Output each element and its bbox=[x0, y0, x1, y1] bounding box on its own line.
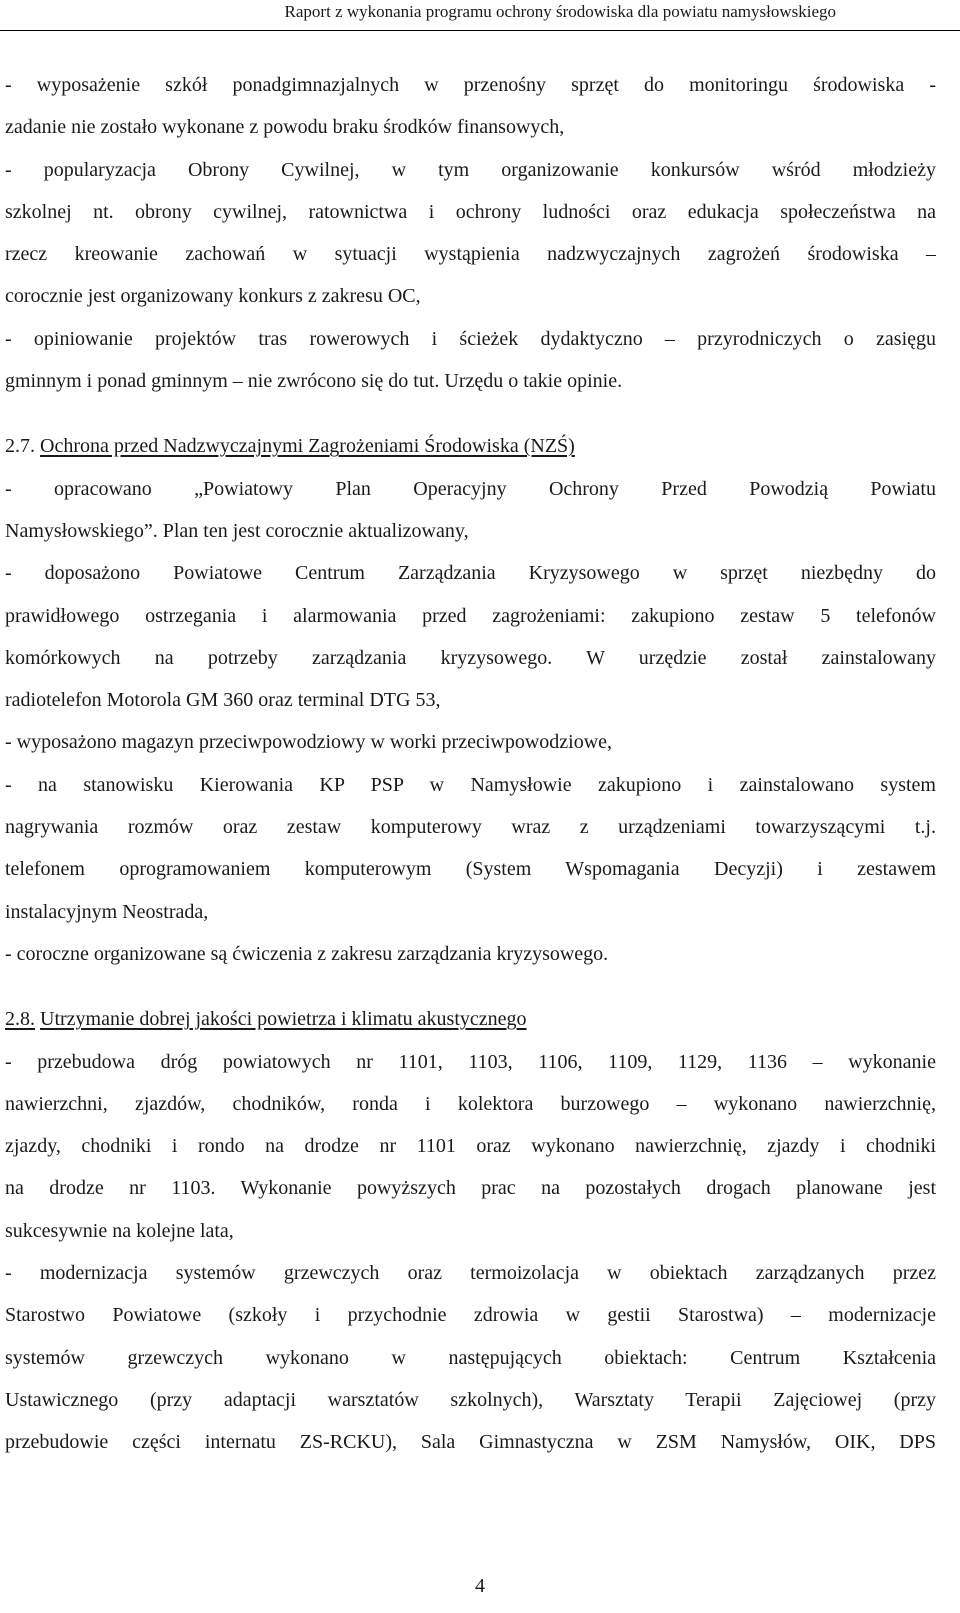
text-line: - opiniowanie projektów tras rowerowych i ścieżek dydaktyczno – przyrodniczych o zasięgu bbox=[5, 327, 936, 350]
text-line: na drodze nr 1103. Wykonanie powyższych prac na pozostałych drogach planowane jest bbox=[5, 1177, 936, 1200]
section-title: Utrzymanie dobrej jakości powietrza i klimatu akustycznego bbox=[40, 1008, 527, 1031]
text-line: rzecz kreowanie zachowań w sytuacji wystąpienia nadzwyczajnych zagrożeń środowiska – bbox=[5, 243, 936, 266]
text-line: - wyposażenie szkół ponadgimnazjalnych w przenośny sprzęt do monitoringu środowiska - bbox=[5, 74, 936, 96]
text-line: radiotelefon Motorola GM 360 oraz terminal DTG 53, bbox=[5, 689, 441, 712]
text-line: corocznie jest organizowany konkurs z zakresu OC, bbox=[5, 285, 421, 308]
paragraph-block-2 bbox=[5, 468, 936, 976]
section-heading-2-7 bbox=[5, 425, 936, 467]
section-number: 2.8. bbox=[5, 1008, 35, 1031]
text-line: Starostwo Powiatowe (szkoły i przychodnie zdrowia w gestii Starostwa) – modernizacje bbox=[5, 1304, 936, 1327]
text-line: - popularyzacja Obrony Cywilnej, w tym organizowanie konkursów wśród młodzieży bbox=[5, 158, 936, 181]
spacer bbox=[5, 402, 936, 425]
spacer bbox=[5, 975, 936, 998]
text-line: zadanie nie zostało wykonane z powodu braku środków finansowych, bbox=[5, 116, 565, 139]
text-line: przebudowie części internatu ZS-RCKU), Sala Gimnastyczna w ZSM Namysłów, OIK, DPS bbox=[5, 1431, 936, 1454]
section-number: 2.7. bbox=[5, 435, 35, 458]
page-number: 4 bbox=[475, 1575, 485, 1597]
text-line: szkolnej nt. obrony cywilnej, ratownictwa i ochrony ludności oraz edukacja społeczeństwa na bbox=[5, 200, 936, 223]
text-line: telefonem oprogramowaniem komputerowym (System Wspomagania Decyzji) i zestawem bbox=[5, 858, 936, 881]
paragraph-block-1 bbox=[5, 64, 936, 402]
text-line: gminnym i ponad gminnym – nie zwrócono się do tut. Urzędu o takie opinie. bbox=[5, 370, 623, 393]
text-line: zjazdy, chodniki i rondo na drodze nr 1101 oraz wykonano nawierzchnię, zjazdy i chodniki bbox=[5, 1135, 936, 1158]
running-header: Raport z wykonania programu ochrony środowiska dla powiatu namysłowskiego bbox=[284, 2, 836, 21]
text-line: systemów grzewczych wykonano w następujących obiektach: Centrum Kształcenia bbox=[5, 1346, 936, 1369]
text-line: - modernizacja systemów grzewczych oraz termoizolacja w obiektach zarządzanych przez bbox=[5, 1262, 936, 1285]
text-line: - na stanowisku Kierowania KP PSP w Namysłowie zakupiono i zainstalowano system bbox=[5, 773, 936, 796]
text-line: Ustawicznego (przy adaptacji warsztatów szkolnych), Warsztaty Terapii Zajęciowej (przy bbox=[5, 1388, 936, 1411]
text-line: Namysłowskiego”. Plan ten jest corocznie aktualizowany, bbox=[5, 519, 469, 542]
paragraph-block-3 bbox=[5, 1041, 936, 1464]
section-title: Ochrona przed Nadzwyczajnymi Zagrożeniami Środowiska (NZŚ) bbox=[40, 435, 575, 458]
text-line: sukcesywnie na kolejne lata, bbox=[5, 1219, 234, 1242]
header-rule bbox=[0, 30, 960, 31]
text-line: - przebudowa dróg powiatowych nr 1101, 1103, 1106, 1109, 1129, 1136 – wykonanie bbox=[5, 1050, 936, 1073]
text-line: prawidłowego ostrzegania i alarmowania przed zagrożeniami: zakupiono zestaw 5 telefonów bbox=[5, 604, 936, 627]
text-line: - wyposażono magazyn przeciwpowodziowy w worki przeciwpowodziowe, bbox=[5, 731, 613, 754]
text-line: - coroczne organizowane są ćwiczenia z zakresu zarządzania kryzysowego. bbox=[5, 942, 609, 965]
text-line: nagrywania rozmów oraz zestaw komputerowy wraz z urządzeniami towarzyszącymi t.j. bbox=[5, 816, 936, 839]
text-line: komórkowych na potrzeby zarządzania kryzysowego. W urzędzie został zainstalowany bbox=[5, 646, 936, 669]
text-line: instalacyjnym Neostrada, bbox=[5, 900, 209, 923]
text-line: nawierzchni, zjazdów, chodników, ronda i kolektora burzowego – wykonano nawierzchnię, bbox=[5, 1092, 936, 1115]
text-line: - opracowano „Powiatowy Plan Operacyjny Ochrony Przed Powodzią Powiatu bbox=[5, 477, 936, 500]
section-heading-2-8 bbox=[5, 998, 936, 1040]
text-line: - doposażono Powiatowe Centrum Zarządzania Kryzysowego w sprzęt niezbędny do bbox=[5, 562, 936, 585]
document-body bbox=[0, 64, 936, 1464]
